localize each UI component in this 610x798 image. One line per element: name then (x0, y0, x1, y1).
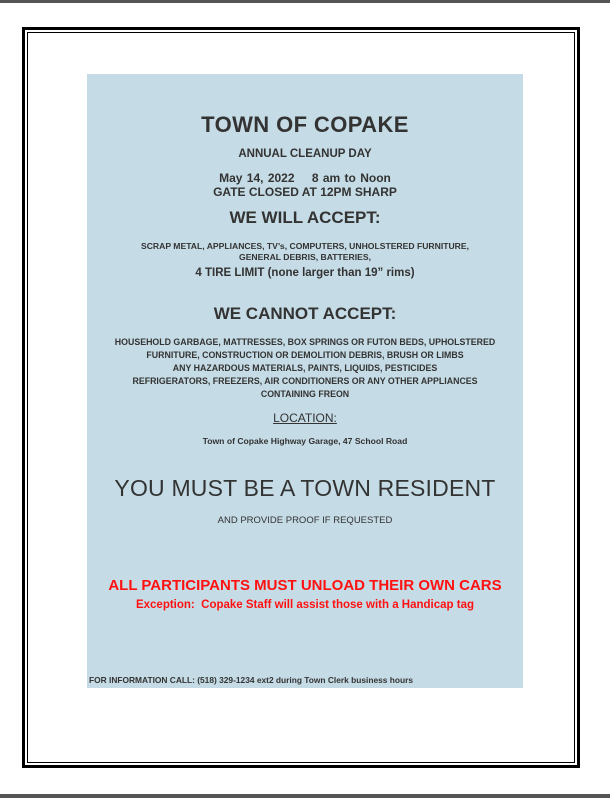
accept-items-list (87, 241, 523, 263)
accept-heading: WE WILL ACCEPT: (229, 208, 381, 227)
cannot-item-line: ANY HAZARDOUS MATERIALS, PAINTS, LIQUIDS, PESTICIDES (172, 363, 438, 373)
accept-item-line: GENERAL DEBRIS, BATTERIES, (239, 252, 371, 262)
information-contact-line: FOR INFORMATION CALL: (518) 329-1234 ext2 during Town Clerk business hours (89, 675, 414, 685)
gate-closed-notice: GATE CLOSED AT 12PM SHARP (213, 185, 397, 199)
cannot-item-line: CONTAINING FREON (260, 389, 350, 399)
proof-notice: AND PROVIDE PROOF IF REQUESTED (217, 515, 393, 526)
flyer-panel (87, 74, 523, 688)
handicap-exception-notice: Exception: Copake Staff will assist those with a Handicap tag (135, 599, 475, 611)
cannot-item-line: REFRIGERATORS, FREEZERS, AIR CONDITIONERS OR ANY OTHER APPLIANCES (132, 376, 478, 386)
accept-item-line: SCRAP METAL, APPLIANCES, TV’s, COMPUTERS, UNHOLSTERED FURNITURE, (140, 241, 469, 251)
flyer-title: TOWN OF COPAKE (201, 112, 409, 137)
unload-notice: ALL PARTICIPANTS MUST UNLOAD THEIR OWN CARS (108, 577, 502, 594)
location-address: Town of Copake Highway Garage, 47 School Road (202, 436, 408, 446)
flyer-subtitle: ANNUAL CLEANUP DAY (238, 148, 372, 160)
location-label: LOCATION: (273, 411, 337, 425)
cannot-item-line: HOUSEHOLD GARBAGE, MATTRESSES, BOX SPRINGS OR FUTON BEDS, UPHOLSTERED (114, 337, 496, 347)
cannot-accept-heading: WE CANNOT ACCEPT: (213, 304, 397, 323)
bottom-edge-bar (0, 794, 610, 798)
cannot-accept-items-list (87, 336, 523, 401)
event-date-time: May 14, 2022 8 am to Noon (219, 171, 391, 185)
cannot-item-line: FURNITURE, CONSTRUCTION OR DEMOLITION DEBRIS, BRUSH OR LIMBS (146, 350, 464, 360)
tire-limit: 4 TIRE LIMIT (none larger than 19” rims) (195, 267, 415, 279)
resident-notice: YOU MUST BE A TOWN RESIDENT (114, 475, 496, 501)
top-edge-bar (0, 0, 610, 3)
